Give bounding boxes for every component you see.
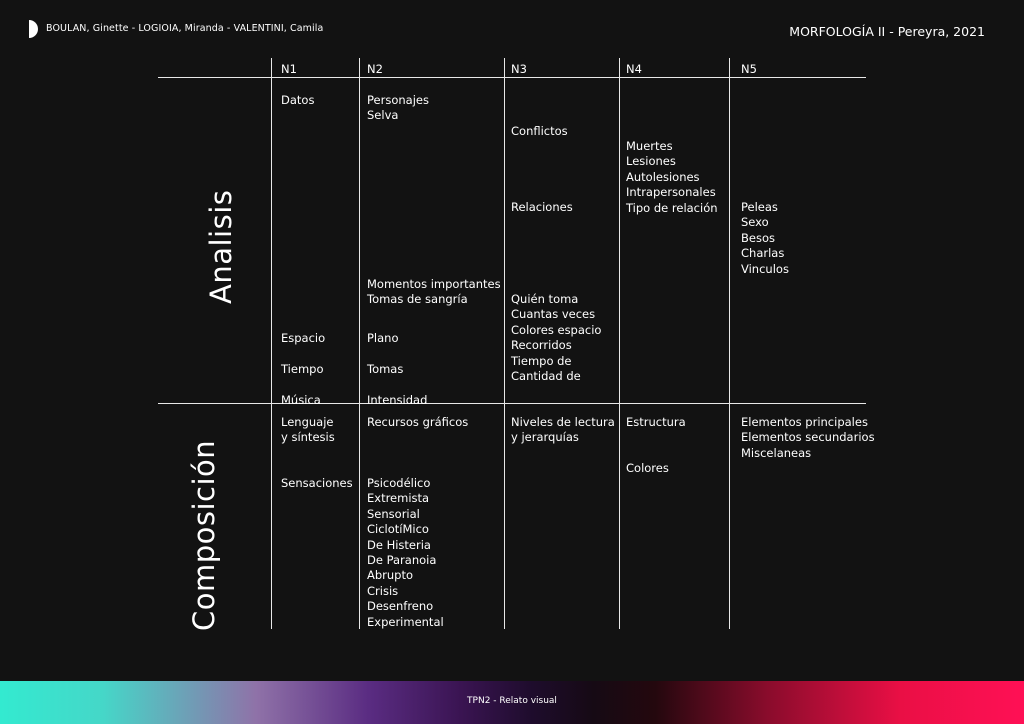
list-item: Tipo de relación bbox=[626, 200, 718, 215]
list-item: Selva bbox=[367, 108, 399, 123]
list-item: y síntesis bbox=[281, 430, 335, 445]
header-divider bbox=[158, 77, 866, 78]
composicion-n3-cell bbox=[511, 415, 615, 446]
column-header-n5: N5 bbox=[741, 62, 757, 76]
column-divider-n3 bbox=[504, 58, 505, 629]
column-divider-n1 bbox=[271, 58, 272, 629]
composicion-n1-cell bbox=[281, 476, 353, 491]
composicion-n2-cell bbox=[367, 476, 444, 630]
list-item: Plano bbox=[367, 331, 399, 345]
list-item: De Histeria bbox=[367, 537, 431, 552]
composicion-n2-cell bbox=[367, 415, 468, 430]
half-circle-logo-icon bbox=[29, 20, 40, 38]
analisis-n5-cell bbox=[741, 200, 789, 277]
analisis-n3-cell bbox=[511, 292, 601, 384]
list-item: Elementos secundarios bbox=[741, 430, 875, 445]
list-item: Tomas de sangría bbox=[367, 292, 468, 307]
list-item: Espacio bbox=[281, 331, 326, 345]
list-item: Estructura bbox=[626, 415, 686, 429]
list-item: Relaciones bbox=[511, 200, 573, 214]
column-divider-n4 bbox=[619, 58, 620, 629]
column-header-n3: N3 bbox=[511, 62, 527, 76]
analisis-n3-cell bbox=[511, 124, 568, 139]
list-item: Miscelaneas bbox=[741, 445, 812, 460]
list-item: Autolesiones bbox=[626, 169, 700, 184]
list-item: Elementos principales bbox=[741, 415, 868, 429]
list-item: Vinculos bbox=[741, 261, 789, 276]
list-item: Extremista bbox=[367, 491, 430, 506]
list-item: y jerarquías bbox=[511, 430, 579, 445]
composicion-n4-cell bbox=[626, 461, 669, 476]
composicion-n1-cell bbox=[281, 415, 335, 446]
list-item: Momentos importantes bbox=[367, 277, 501, 291]
list-item: Recursos gráficos bbox=[367, 415, 469, 429]
list-item: Tiempo bbox=[281, 361, 324, 376]
footer-gradient-bar bbox=[0, 681, 1024, 724]
list-item: De Paranoia bbox=[367, 552, 437, 567]
list-item: Peleas bbox=[741, 200, 778, 214]
list-item: Charlas bbox=[741, 246, 785, 261]
list-item: CiclotíMico bbox=[367, 522, 429, 537]
list-item: Intensidad bbox=[367, 392, 428, 407]
list-item: Desenfreno bbox=[367, 599, 434, 614]
list-item: Sexo bbox=[741, 215, 769, 230]
section-label-composicion: Composición bbox=[187, 439, 221, 631]
analisis-n3-cell bbox=[511, 200, 573, 215]
list-item: Personajes bbox=[367, 93, 429, 107]
analisis-n2-cell bbox=[367, 277, 501, 308]
list-item: Muertes bbox=[626, 139, 673, 153]
column-header-n4: N4 bbox=[626, 62, 642, 76]
list-item: Cuantas veces bbox=[511, 307, 596, 322]
list-item: Sensaciones bbox=[281, 476, 353, 490]
list-item: Crisis bbox=[367, 583, 399, 598]
list-item: Cantidad de bbox=[511, 368, 581, 383]
analisis-n4-cell bbox=[626, 139, 718, 216]
list-item: Lenguaje bbox=[281, 415, 334, 429]
list-item: Tomas bbox=[367, 361, 404, 376]
list-item: Experimental bbox=[367, 614, 444, 629]
column-header-n1: N1 bbox=[281, 62, 297, 76]
course-title: MORFOLOGÍA II - Pereyra, 2021 bbox=[789, 24, 985, 39]
analisis-n1-cell bbox=[281, 323, 325, 415]
list-item: Quién toma bbox=[511, 292, 579, 306]
list-item: Colores bbox=[626, 461, 669, 475]
list-item: Datos bbox=[281, 93, 315, 107]
list-item: Lesiones bbox=[626, 154, 676, 169]
column-divider-n2 bbox=[359, 58, 360, 629]
composicion-n4-cell bbox=[626, 415, 686, 430]
analisis-n1-cell bbox=[281, 93, 314, 108]
footer-label: TPN2 - Relato visual bbox=[467, 696, 557, 706]
analisis-n2-cell bbox=[367, 93, 429, 124]
list-item: Recorridos bbox=[511, 338, 572, 353]
column-divider-n5 bbox=[729, 58, 730, 629]
composicion-n5-cell bbox=[741, 415, 875, 461]
list-item: Tiempo de bbox=[511, 353, 572, 368]
section-label-analisis: Analisis bbox=[204, 189, 238, 304]
list-item: Psicodélico bbox=[367, 476, 431, 490]
list-item: Abrupto bbox=[367, 568, 414, 583]
section-divider bbox=[158, 403, 866, 404]
list-item: Conflictos bbox=[511, 124, 568, 138]
authors: BOULAN, Ginette - LOGIOIA, Miranda - VALENTINI, Camila bbox=[46, 23, 324, 34]
list-item: Niveles de lectura bbox=[511, 415, 615, 429]
list-item: Intrapersonales bbox=[626, 185, 716, 200]
list-item: Música bbox=[281, 392, 321, 407]
list-item: Colores espacio bbox=[511, 322, 602, 337]
analisis-n2-cell bbox=[367, 323, 427, 415]
list-item: Besos bbox=[741, 230, 775, 245]
column-header-n2: N2 bbox=[367, 62, 383, 76]
list-item: Sensorial bbox=[367, 506, 420, 521]
